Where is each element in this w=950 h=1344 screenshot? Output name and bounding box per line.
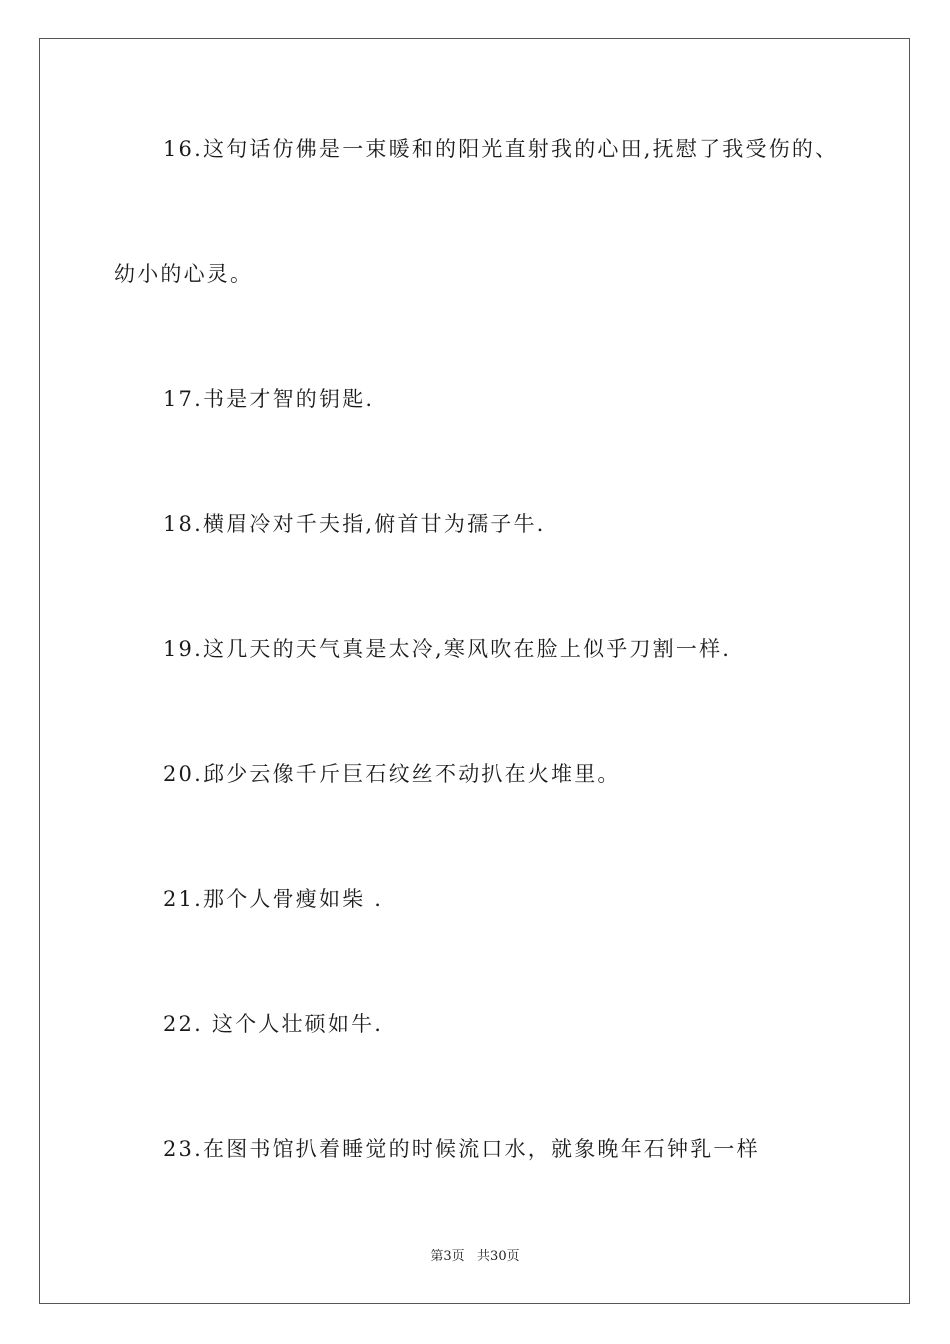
page-number-footer: 第3页 共30页 [430, 1249, 520, 1264]
paragraph-17: 17.书是才智的钥匙. [163, 387, 375, 411]
paragraph-16-line-1: 16.这句话仿佛是一束暖和的阳光直射我的心田,抚慰了我受伤的、 [163, 137, 839, 161]
page-border [39, 38, 910, 1304]
paragraph-23: 23.在图书馆扒着睡觉的时候流口水，就象晚年石钟乳一样 [163, 1137, 760, 1161]
paragraph-16-line-2: 幼小的心灵。 [114, 262, 254, 286]
paragraph-20: 20.邱少云像千斤巨石纹丝不动扒在火堆里。 [163, 762, 621, 786]
paragraph-19: 19.这几天的天气真是太冷,寒风吹在脸上似乎刀割一样. [163, 637, 732, 661]
paragraph-21: 21.那个人骨瘦如柴 . [163, 887, 384, 911]
paragraph-22: 22. 这个人壮硕如牛. [163, 1012, 384, 1036]
paragraph-18: 18.横眉冷对千夫指,俯首甘为孺子牛. [163, 512, 546, 536]
